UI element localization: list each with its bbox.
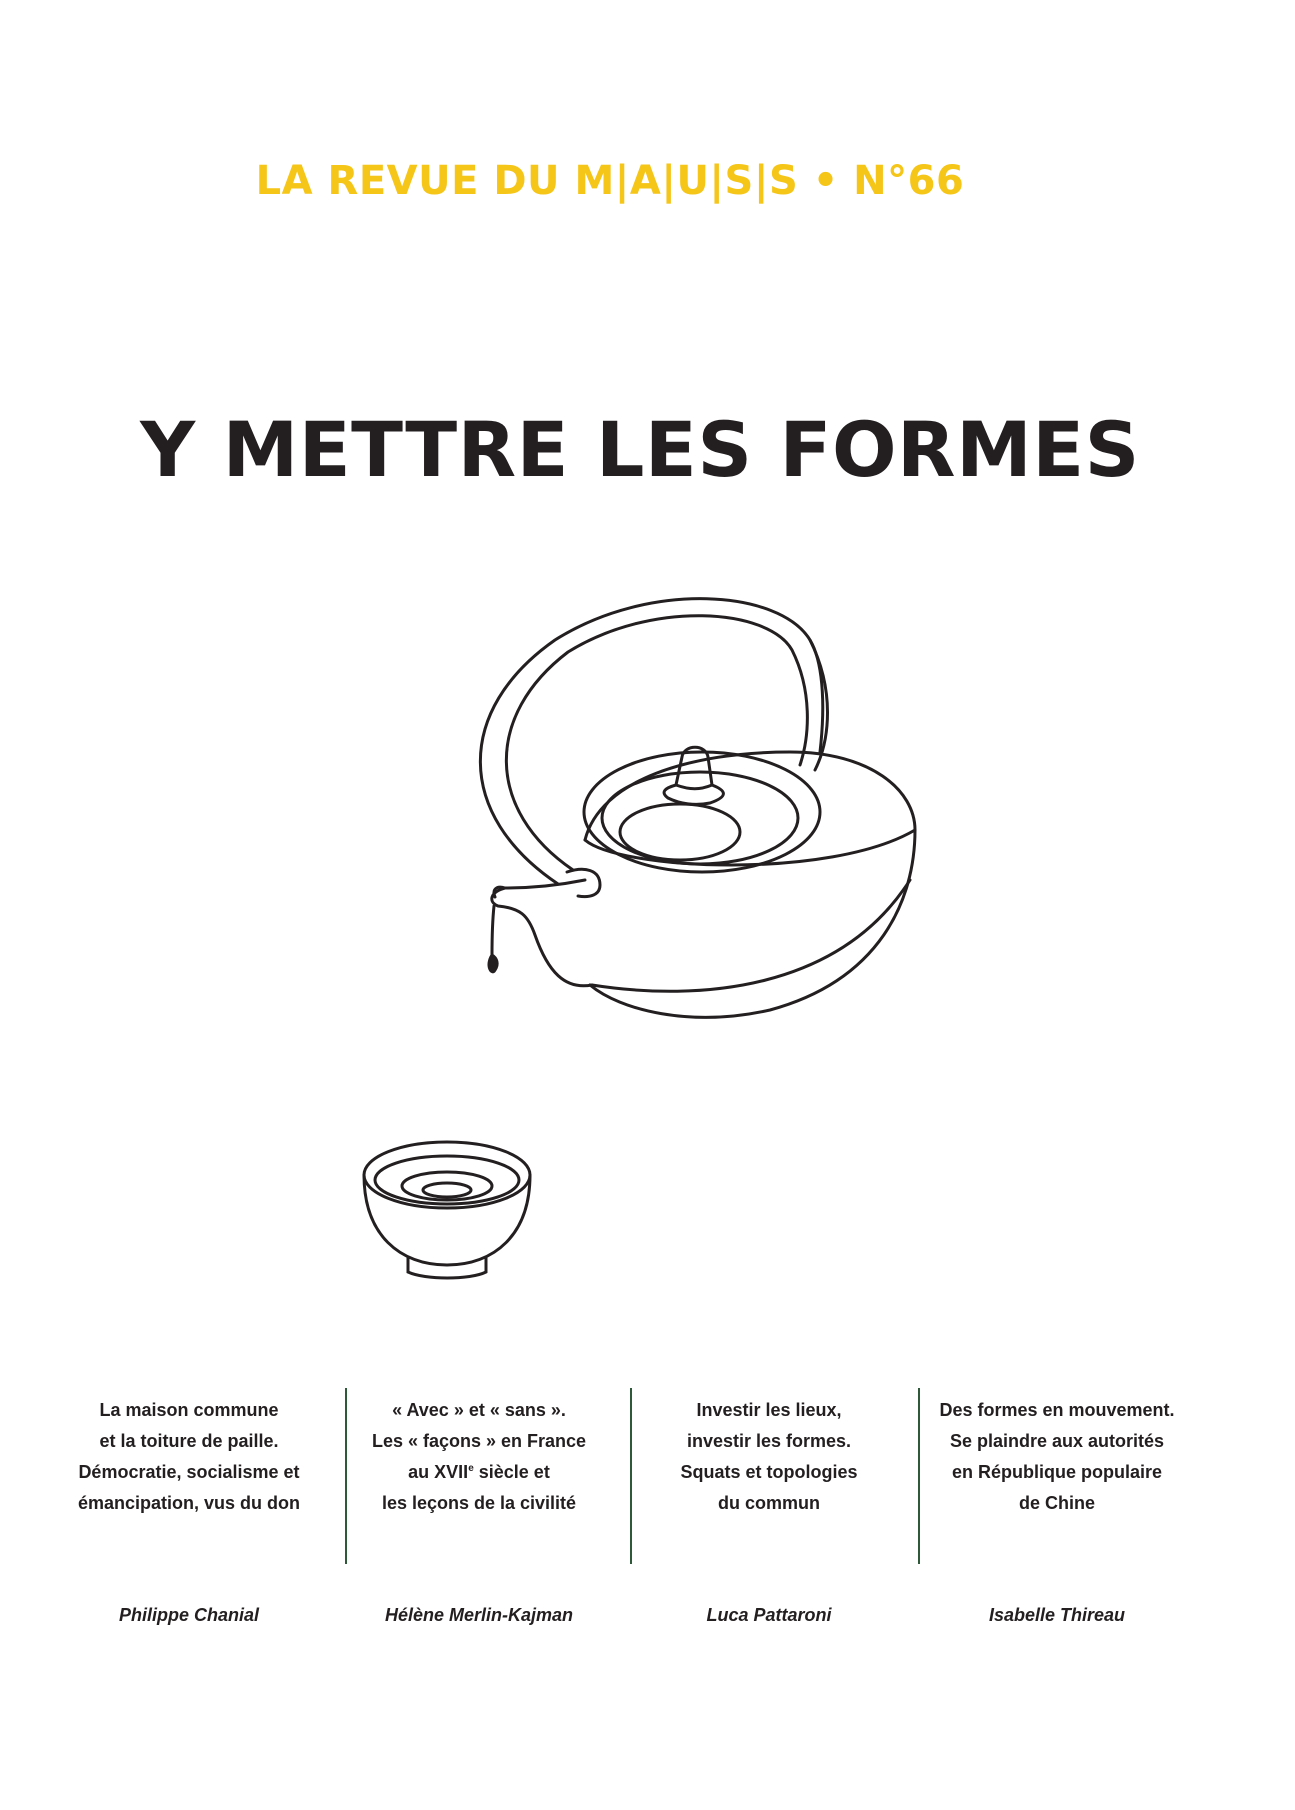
article-2-line-1: « Avec » et « sans ». <box>392 1400 566 1420</box>
article-3-line-2: investir les formes. <box>686 1431 852 1451</box>
article-2-line-3b: siècle et <box>478 1462 550 1482</box>
article-2-author: Hélène Merlin-Kajman <box>384 1605 574 1625</box>
teapot-illustration <box>480 599 915 1018</box>
column-separator <box>345 1388 347 1564</box>
article-3-line-4: du commun <box>718 1493 820 1513</box>
article-4-line-1: Des formes en mouvement. <box>939 1400 1175 1420</box>
article-1-author: Philippe Chanial <box>118 1605 260 1625</box>
article-1-line-4: émancipation, vus du don <box>77 1493 301 1513</box>
article-4-line-4: de Chine <box>1018 1493 1095 1513</box>
article-4-line-3: en République populaire <box>951 1462 1162 1482</box>
article-4 <box>926 1395 1188 1625</box>
article-2 <box>348 1395 610 1625</box>
column-separator <box>918 1388 920 1564</box>
column-separator <box>630 1388 632 1564</box>
article-1-line-3: Démocratie, socialisme et <box>78 1462 300 1482</box>
article-2-line-3a: au XVII <box>408 1462 469 1482</box>
article-3-line-3: Squats et topologies <box>680 1462 858 1482</box>
article-2-superscript: e <box>468 1463 474 1474</box>
article-3-line-1: Investir les lieux, <box>696 1400 842 1420</box>
article-1-line-2: et la toiture de paille. <box>99 1431 279 1451</box>
article-2-line-2: Les « façons » en France <box>371 1431 587 1451</box>
article-3 <box>638 1395 900 1625</box>
article-4-line-2: Se plaindre aux autorités <box>949 1431 1165 1451</box>
article-2-line-3 <box>348 1457 610 1488</box>
article-4-author: Isabelle Thireau <box>988 1605 1126 1625</box>
article-2-line-4: les leçons de la civilité <box>381 1493 577 1513</box>
article-3-author: Luca Pattaroni <box>706 1605 832 1625</box>
page-title: Y METTRE LES FORMES <box>140 405 1140 494</box>
tea-cup-illustration <box>364 1142 530 1278</box>
article-1 <box>58 1395 320 1625</box>
article-1-line-1: La maison commune <box>99 1400 279 1420</box>
series-title: LA REVUE DU M|A|U|S|S • N°66 <box>255 158 965 204</box>
article-columns <box>58 1395 1193 1625</box>
